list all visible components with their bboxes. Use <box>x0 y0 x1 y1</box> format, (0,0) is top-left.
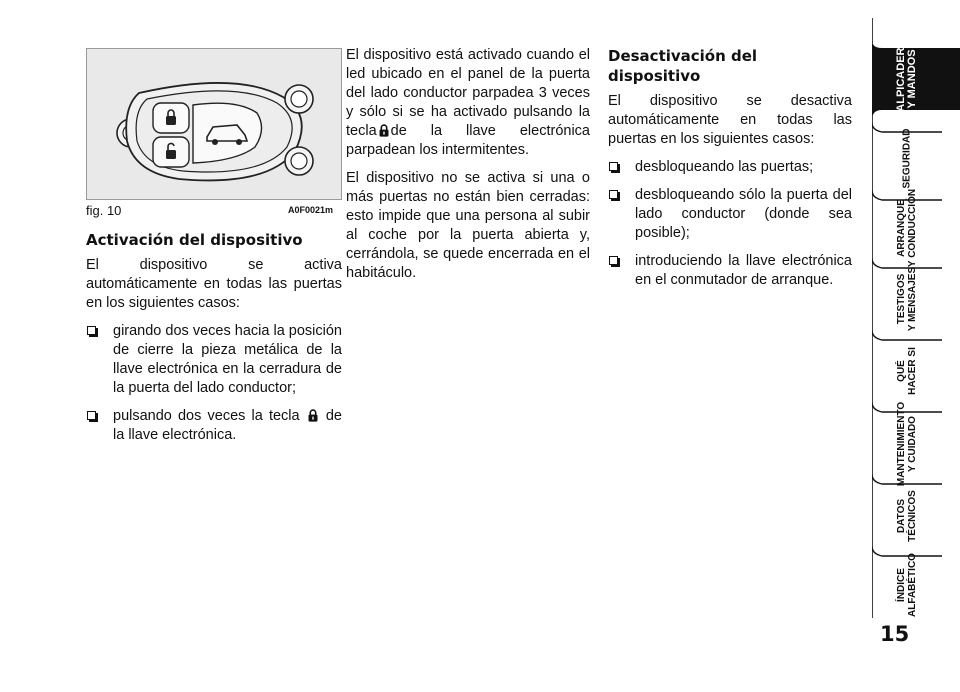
paragraph: El dispositivo no se activa si una o más puertas no están bien cerradas: esto impide que una persona al subir al coche por la puerta abierta y, cerrándola, se quede encerrada en el habitáculo. <box>346 170 590 281</box>
tab-label: DATOS TÉCNICOS <box>895 490 918 542</box>
key-fob-figure <box>86 48 342 200</box>
lock-icon <box>308 409 318 422</box>
list-item-text: de la llave electrónica. <box>113 408 342 443</box>
bullet-icon <box>609 162 618 171</box>
list-item-text: pulsando dos veces la tecla <box>113 408 300 424</box>
figure-caption: fig. 10 <box>86 203 122 218</box>
list-item <box>608 252 852 290</box>
list-item <box>608 158 852 177</box>
section-activation-cont <box>346 46 590 292</box>
tab-arranque[interactable] <box>872 188 942 268</box>
chapter-tabs <box>872 18 960 618</box>
bullet-icon <box>87 411 96 420</box>
tab-mantenimiento[interactable] <box>872 401 942 487</box>
tab-testigos[interactable] <box>872 264 942 334</box>
section-intro: El dispositivo se activa automáticamente en todas las puertas en los siguientes casos: <box>86 257 342 311</box>
section-deactivation <box>608 46 852 299</box>
section-heading: Activación del dispositivo <box>86 231 303 249</box>
list-item-text: girando dos veces hacia la posición de cierre la pieza metálica de la llave electrónica en la cerradura de la puerta del lado conductor; <box>113 323 342 396</box>
bullet-list <box>608 158 852 290</box>
bullet-list <box>86 322 342 445</box>
tab-datos[interactable] <box>872 480 942 552</box>
list-item <box>608 186 852 243</box>
bullet-icon <box>609 256 618 265</box>
tab-label: ARRANQUE Y CONDUCCIÓN <box>896 188 918 268</box>
lock-icon <box>379 124 389 137</box>
section-heading: Desactivación del dispositivo <box>608 47 758 85</box>
section-activation <box>86 230 342 454</box>
list-item-text: desbloqueando sólo la puerta del lado conductor (donde sea posible); <box>635 187 852 241</box>
tab-label: MANTENIMIENTO Y CUIDADO <box>896 401 919 487</box>
tab-label: SALPICADERO Y MANDOS <box>895 38 918 120</box>
list-item-text: desbloqueando las puertas; <box>635 159 814 175</box>
tab-label: TESTIGOS Y MENSAJES <box>895 266 918 332</box>
list-item <box>86 322 342 398</box>
paragraph-text: El dispositivo está activado cuando el led ubicado en el panel de la puerta del lado conductor parpadea 3 veces y sólo si se ha activado pulsando la tecla <box>346 47 590 139</box>
tab-label: SEGURIDAD <box>901 127 913 189</box>
tab-seguridad[interactable] <box>872 124 942 192</box>
list-item-text: introduciendo la llave electrónica en el conmutador de arranque. <box>635 253 852 288</box>
list-item <box>86 407 342 445</box>
tab-label: QUÉ HACER SI <box>895 347 918 395</box>
tab-salpicadero[interactable] <box>872 38 942 120</box>
tab-indice[interactable] <box>872 552 942 618</box>
tab-que-hacer[interactable] <box>872 336 942 406</box>
bullet-icon <box>609 190 618 199</box>
electronic-key-illustration <box>87 49 341 199</box>
tab-label: ÍNDICE ALFABÉTICO <box>895 553 918 617</box>
paragraph-text: de la llave electrónica parpadean los intermitentes. <box>346 123 590 158</box>
figure-code: A0F0021m <box>288 205 334 215</box>
paragraph <box>346 46 590 160</box>
bullet-icon <box>87 326 96 335</box>
section-intro: El dispositivo se desactiva automáticamente en todas las puertas en los siguientes casos: <box>608 93 852 147</box>
page-number: 15 <box>880 622 910 646</box>
